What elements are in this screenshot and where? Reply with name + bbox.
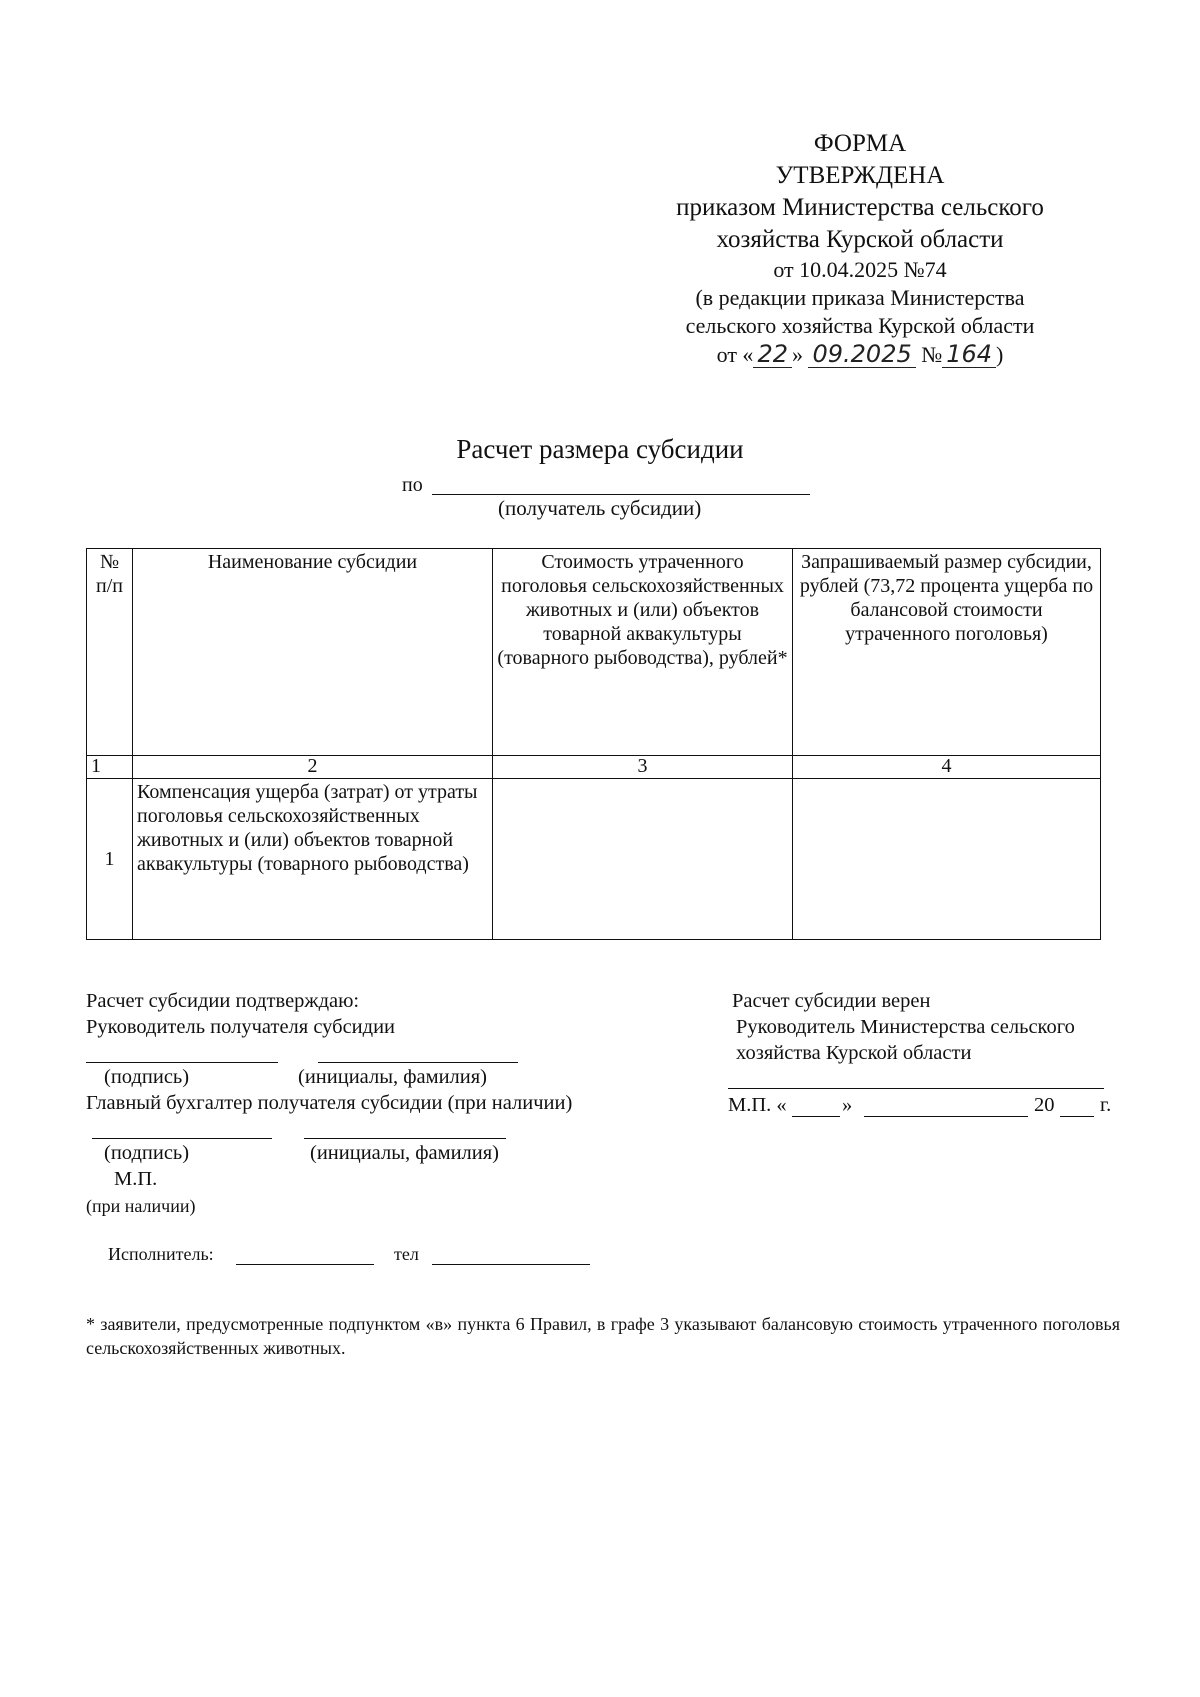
order-line-2: хозяйства Курской области: [716, 226, 1004, 253]
verified-label: Расчет субсидии верен: [732, 990, 931, 1012]
ministry-signature-line[interactable]: [728, 1088, 1104, 1089]
approval-block: [610, 128, 1110, 370]
row-lost-cost-cell[interactable]: [493, 779, 793, 940]
row-requested-amount-cell[interactable]: [793, 779, 1101, 940]
accountant-name-line[interactable]: [304, 1138, 506, 1139]
executor-label: Исполнитель:: [108, 1244, 214, 1264]
accountant-signature-line[interactable]: [92, 1138, 272, 1139]
table-row: [87, 779, 1101, 940]
date-quote-close: »: [842, 1094, 853, 1116]
header-requested-amount: Запрашиваемый размер субсидии, рублей (73,72 процента ущерба по балансовой стоимости утраченного поголовья): [793, 549, 1101, 756]
head-name-line[interactable]: [318, 1062, 518, 1063]
row-subsidy-name: Компенсация ущерба (затрат) от утраты поголовья сельскохозяйственных животных и (или) объектов товарной аквакультуры (товарного рыбоводства): [133, 779, 493, 940]
approved-label: УТВЕРЖДЕНА: [775, 162, 945, 189]
head-name-caption: (инициалы, фамилия): [298, 1066, 487, 1088]
date-year-suffix: г.: [1100, 1094, 1112, 1116]
recipient-head-label: Руководитель получателя субсидии: [86, 1016, 396, 1038]
accountant-signature-caption: (подпись): [104, 1142, 190, 1164]
stamp-label: М.П.: [114, 1168, 158, 1190]
handwritten-day: 22: [753, 341, 792, 368]
edition-from: от «: [716, 342, 754, 367]
handwritten-order-number: 164: [942, 341, 996, 368]
executor-line[interactable]: [236, 1264, 374, 1265]
order-date: от 10.04.2025 №74: [773, 257, 947, 282]
column-number-1: 1: [87, 756, 133, 779]
table-header-row: [87, 549, 1101, 756]
edition-paren: ): [996, 342, 1004, 367]
edition-line-1: (в редакции приказа Министерства: [695, 285, 1025, 310]
document-title: Расчет размера субсидии: [456, 434, 744, 464]
footnote: * заявители, предусмотренные подпунктом «в» пункта 6 Правил, в графе 3 указывают балансовую стоимость утраченного поголовья сельскохозяйственных животных.: [86, 1314, 1120, 1358]
edition-line-2: сельского хозяйства Курской области: [685, 313, 1035, 338]
form-label: ФОРМА: [813, 130, 907, 157]
date-year-line[interactable]: [1060, 1116, 1094, 1117]
ministry-head-label-2: хозяйства Курской области: [736, 1042, 972, 1064]
date-year-prefix: 20: [1034, 1094, 1055, 1116]
order-line-1: приказом Министерства сельского: [676, 194, 1044, 221]
column-number-4: 4: [793, 756, 1101, 779]
phone-line[interactable]: [432, 1264, 590, 1265]
ministry-head-label-1: Руководитель Министерства сельского: [736, 1016, 1075, 1038]
accountant-name-caption: (инициалы, фамилия): [310, 1142, 499, 1164]
accountant-label: Главный бухгалтер получателя субсидии (при наличии): [86, 1092, 573, 1114]
edition-number-sign: №: [921, 342, 943, 367]
header-number: № п/п: [87, 549, 133, 756]
handwritten-monthyear: 09.2025: [808, 341, 915, 368]
confirm-label: Расчет субсидии подтверждаю:: [86, 990, 360, 1012]
date-month-line[interactable]: [864, 1116, 1028, 1117]
column-number-3: 3: [493, 756, 793, 779]
column-number-2: 2: [133, 756, 493, 779]
edition-order-line: [610, 340, 1110, 370]
header-subsidy-name: Наименование субсидии: [133, 549, 493, 756]
row-number: 1: [87, 779, 133, 940]
edition-quote: »: [791, 342, 803, 367]
recipient-prefix: по: [402, 474, 423, 496]
ministry-stamp-prefix: М.П. «: [728, 1094, 787, 1116]
head-signature-line[interactable]: [86, 1062, 278, 1063]
header-lost-cost: Стоимость утраченного поголовья сельскохозяйственных животных и (или) объектов товарной аквакультуры (товарного рыбоводства), рублей*: [493, 549, 793, 756]
date-day-line[interactable]: [792, 1116, 840, 1117]
column-numbering-row: [87, 756, 1101, 779]
stamp-note: (при наличии): [86, 1196, 196, 1216]
subsidy-calculation-table: [86, 548, 1101, 940]
phone-label: тел: [394, 1244, 419, 1264]
recipient-caption: (получатель субсидии): [498, 496, 702, 520]
head-signature-caption: (подпись): [104, 1066, 190, 1088]
recipient-blank-line: [432, 494, 810, 495]
